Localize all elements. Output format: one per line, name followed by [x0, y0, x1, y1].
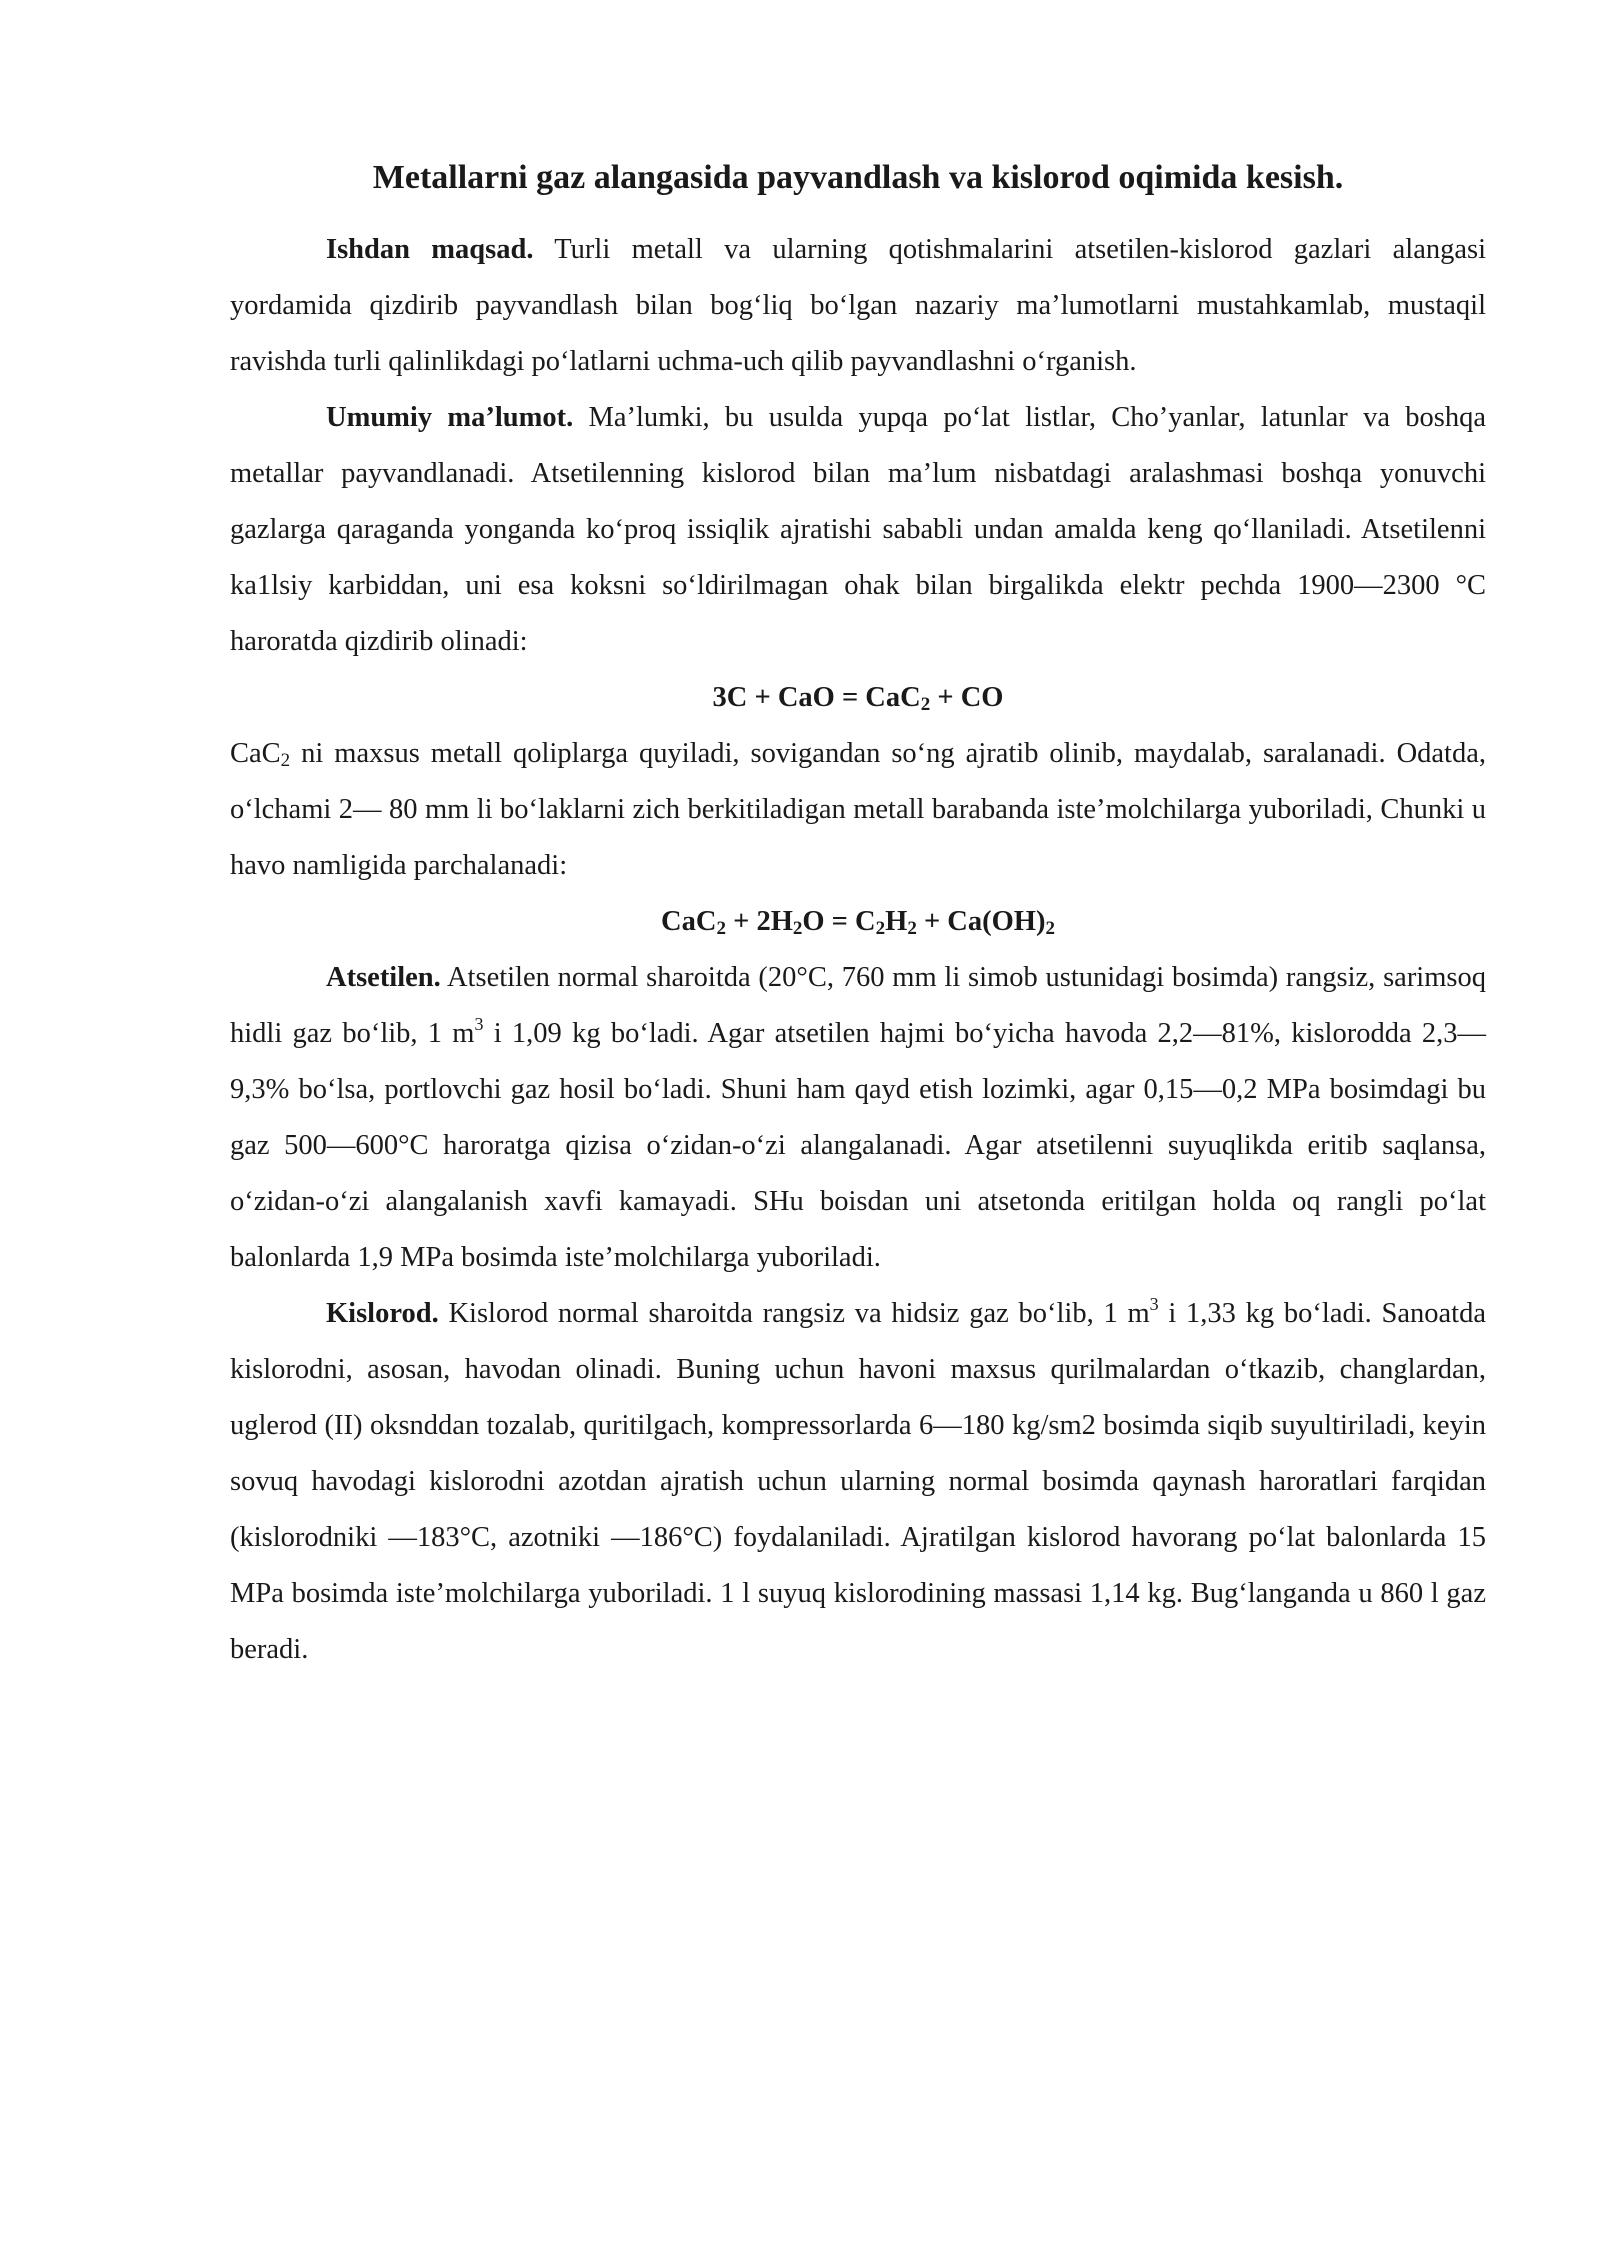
- general-info-text: Ma’lumki, bu usulda yupqa po‘lat listlar, Cho’yanlar, latunlar va boshqa metallar payvandlanadi. Atsetilenning kislorod bilan ma’lum nisbatdagi aralashmasi boshqa yonuvchi gazlarga qaraganda yonganda ko‘proq issiqlik ajratishi sababli undan amalda keng qo‘llaniladi. Atsetilenni ka1lsiy karbiddan, uni esa koksni so‘ldirilmagan ohak bilan birgalikda elektr pechda 1900—2300 °C haroratda qizdirib olinadi:: [230, 402, 1486, 657]
- paragraph-goal: [230, 222, 1486, 390]
- document-page: [230, 150, 1486, 1678]
- goal-text: Turli metall va ularning qotishmalarini atsetilen-kislorod gazlari alangasi yordamida qizdirib payvandlash bilan bog‘liq bo‘lgan nazariy ma’lumotlarni mustahkamlab, mustaqil ravishda turli qalinlikdagi po‘latlarni uchma-uch qilib payvandlashni o‘rganish.: [230, 234, 1487, 377]
- formula-carbide-synthesis: 3C + CaO = CaC$_2$ + CO: [712, 682, 1004, 715]
- formula-acetylene-generation: $CaC_2 + 2H_2O = C_2H_2 + Ca(OH)_2$: [661, 906, 1055, 939]
- oxygen-heading: Kislorod.: [326, 1298, 439, 1329]
- document-title: Metallarni gaz alangasida payvandlash va kislorod oqimida kesish.: [372, 159, 1344, 196]
- general-info-heading: Umumiy ma’lumot.: [326, 402, 574, 433]
- goal-heading: Ishdan maqsad.: [326, 234, 534, 265]
- paragraph-acetylene: Atsetilen. Atsetilen normal sharoitda (20°C, 760 mm li simob ustunidagi bosimda) rangsiz, sarimsoq hidli gaz bo‘lib, 1 $m^3$ i 1,09 kg bo‘ladi. Agar atsetilen hajmi bo‘yicha havoda 2,2—81%, kislorodda 2,3—9,3% bo‘lsa, portlovchi gaz hosil bo‘ladi. Shuni ham qayd etish lozimki, agar 0,15—0,2 MPa bosimdagi bu gaz 500—600°C haroratga qizisa o‘zidan-o‘zi alangalanadi. Agar atsetilenni suyuqlikda eritib saqlansa, o‘zidan-o‘zi alangalanish xavfi kamayadi. SHu boisdan uni atsetonda eritilgan holda oq rangli po‘lat balonlarda 1,9 MPa bosimda iste’molchilarga yuboriladi.: [230, 962, 1486, 1273]
- paragraph-general-info: [230, 390, 1486, 670]
- paragraph-oxygen: Kislorod. Kislorod normal sharoitda rangsiz va hidsiz gaz bo‘lib, 1 $m^3$ i 1,33 kg bo‘ladi. Sanoatda kislorodni, asosan, havodan olinadi. Buning uchun havoni maxsus qurilmalardan o‘tkazib, changlardan, uglerod (II) oksnddan tozalab, quritilgach, kompressorlarda 6—180 kg/sm2 bosimda siqib suyultiriladi, keyin sovuq havodagi kislorodni azotdan ajratish uchun ularning normal bosimda qaynash haroratlari farqidan (kislorodniki —183°C, azotniki —186°C) foydalaniladi. Ajratilgan kislorod havorang po‘lat balonlarda 15 MPa bosimda iste’molchilarga yuboriladi. 1 l suyuq kislorodining massasi 1,14 kg. Bug‘langanda u 860 l gaz beradi.: [230, 1293, 1486, 1665]
- acetylene-heading: Atsetilen.: [326, 962, 441, 993]
- paragraph-carbide: CaC$_2$ ni maxsus metall qoliplarga quyiladi, sovigandan so‘ng ajratib olinib, maydalab, saralanadi. Odatda, o‘lchami 2— 80 mm li bo‘laklarni zich berkitiladigan metall barabanda iste’molchilarga yuboriladi, Chunki u havo namligida parchalanadi:: [230, 738, 1486, 881]
